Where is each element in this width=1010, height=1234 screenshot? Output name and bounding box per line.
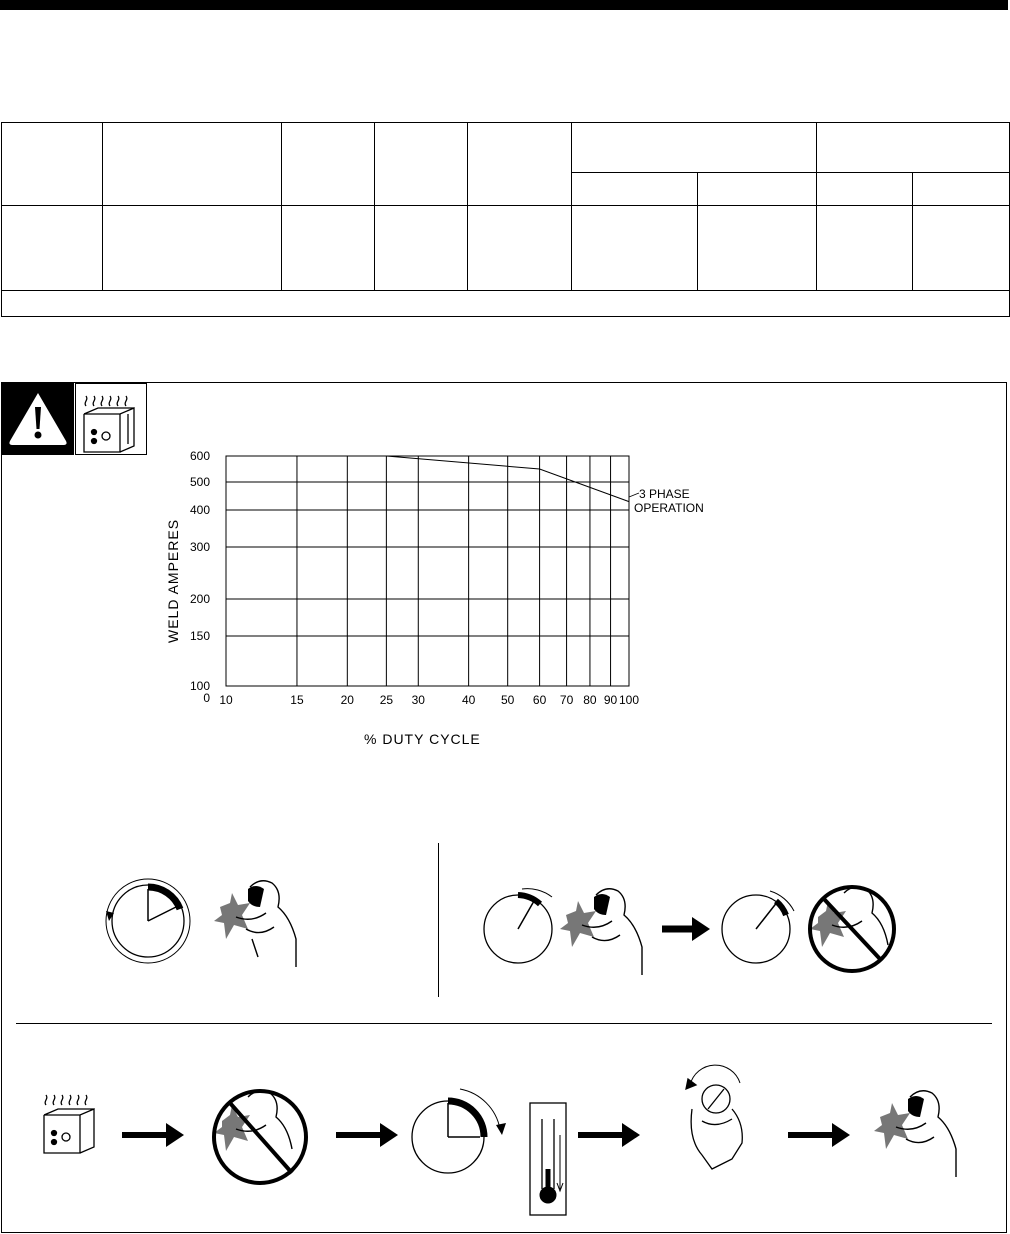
spec-table bbox=[1, 122, 1010, 317]
annotation-leader bbox=[629, 493, 639, 497]
table-header-cell bbox=[282, 123, 375, 206]
table-cell bbox=[282, 206, 375, 291]
adjust-knob-icon bbox=[686, 1065, 742, 1169]
duty-cycle-chart bbox=[142, 443, 742, 763]
table-cell bbox=[698, 206, 817, 291]
intermittent-duty-illustration bbox=[478, 877, 908, 987]
table-cell bbox=[572, 206, 698, 291]
x-tick-label: 90 bbox=[603, 693, 618, 707]
horizontal-divider bbox=[16, 1023, 992, 1024]
vertical-divider bbox=[438, 843, 439, 997]
clock-icon bbox=[106, 879, 190, 963]
y-tick-label: 500 bbox=[189, 475, 210, 489]
clock-icon bbox=[412, 1089, 506, 1173]
top-rule bbox=[0, 0, 1008, 10]
table-header-cell bbox=[817, 123, 1010, 173]
warning-triangle-icon bbox=[2, 383, 74, 455]
y-axis-label: WELD AMPERES bbox=[165, 518, 181, 643]
table-header-cell bbox=[375, 123, 468, 206]
table-cell bbox=[913, 206, 1010, 291]
x-tick-label: 50 bbox=[501, 693, 515, 707]
x-tick-label: 70 bbox=[559, 693, 574, 707]
welder-icon bbox=[874, 1091, 956, 1177]
clock-icon bbox=[484, 889, 552, 963]
table-subheader-cell bbox=[572, 173, 698, 206]
table-subheader-cell bbox=[817, 173, 913, 206]
arrow-right-icon bbox=[788, 1123, 850, 1147]
plot-frame bbox=[226, 456, 629, 686]
y-tick-label: 300 bbox=[189, 540, 210, 554]
x-tick-label: 80 bbox=[583, 693, 597, 707]
table-cell bbox=[2, 206, 103, 291]
table-header-cell bbox=[103, 123, 282, 206]
y-tick-label: 400 bbox=[189, 503, 210, 517]
welder-icon bbox=[560, 889, 642, 975]
x-tick-label: 10 bbox=[219, 693, 233, 707]
hot-machine-icon bbox=[75, 383, 147, 455]
table-header-cell bbox=[2, 123, 103, 206]
annotation-line-1: 3 PHASE bbox=[639, 487, 690, 501]
x-tick-label: 100 bbox=[618, 693, 640, 707]
x-tick-label: 25 bbox=[379, 693, 394, 707]
y-tick-label: 0 bbox=[203, 691, 210, 705]
table-subheader-cell bbox=[698, 173, 817, 206]
table-footnote-cell bbox=[2, 291, 1010, 317]
duty-cycle-panel bbox=[1, 382, 1007, 1233]
y-tick-label: 150 bbox=[189, 629, 210, 643]
arrow-right-icon bbox=[662, 917, 710, 941]
arrow-right-icon bbox=[122, 1123, 184, 1147]
x-tick-label: 40 bbox=[461, 693, 476, 707]
arrow-right-icon bbox=[578, 1123, 640, 1147]
table-header-cell bbox=[572, 123, 817, 173]
no-welding-icon bbox=[810, 887, 894, 971]
no-welding-icon bbox=[214, 1091, 306, 1183]
x-tick-label: 30 bbox=[411, 693, 425, 707]
cooldown-sequence-illustration bbox=[32, 1059, 982, 1219]
arrow-right-icon bbox=[336, 1123, 398, 1147]
x-axis-label: % DUTY CYCLE bbox=[364, 731, 481, 747]
y-tick-label: 100 bbox=[189, 679, 210, 693]
y-tick-label: 200 bbox=[189, 592, 210, 606]
continuous-duty-illustration bbox=[102, 873, 322, 973]
table-header-cell bbox=[468, 123, 572, 206]
table-cell bbox=[103, 206, 282, 291]
annotation-line-2: OPERATION bbox=[634, 501, 704, 515]
x-tick-label: 60 bbox=[532, 693, 547, 707]
clock-icon bbox=[722, 891, 794, 963]
y-tick-label: 600 bbox=[189, 449, 210, 463]
thermometer-icon bbox=[530, 1103, 566, 1215]
table-subheader-cell bbox=[913, 173, 1010, 206]
hot-machine-icon bbox=[44, 1095, 94, 1153]
table-cell bbox=[817, 206, 913, 291]
table-cell bbox=[375, 206, 468, 291]
x-tick-label: 15 bbox=[290, 693, 304, 707]
table-cell bbox=[468, 206, 572, 291]
welder-icon bbox=[214, 881, 296, 967]
x-tick-label: 20 bbox=[340, 693, 354, 707]
